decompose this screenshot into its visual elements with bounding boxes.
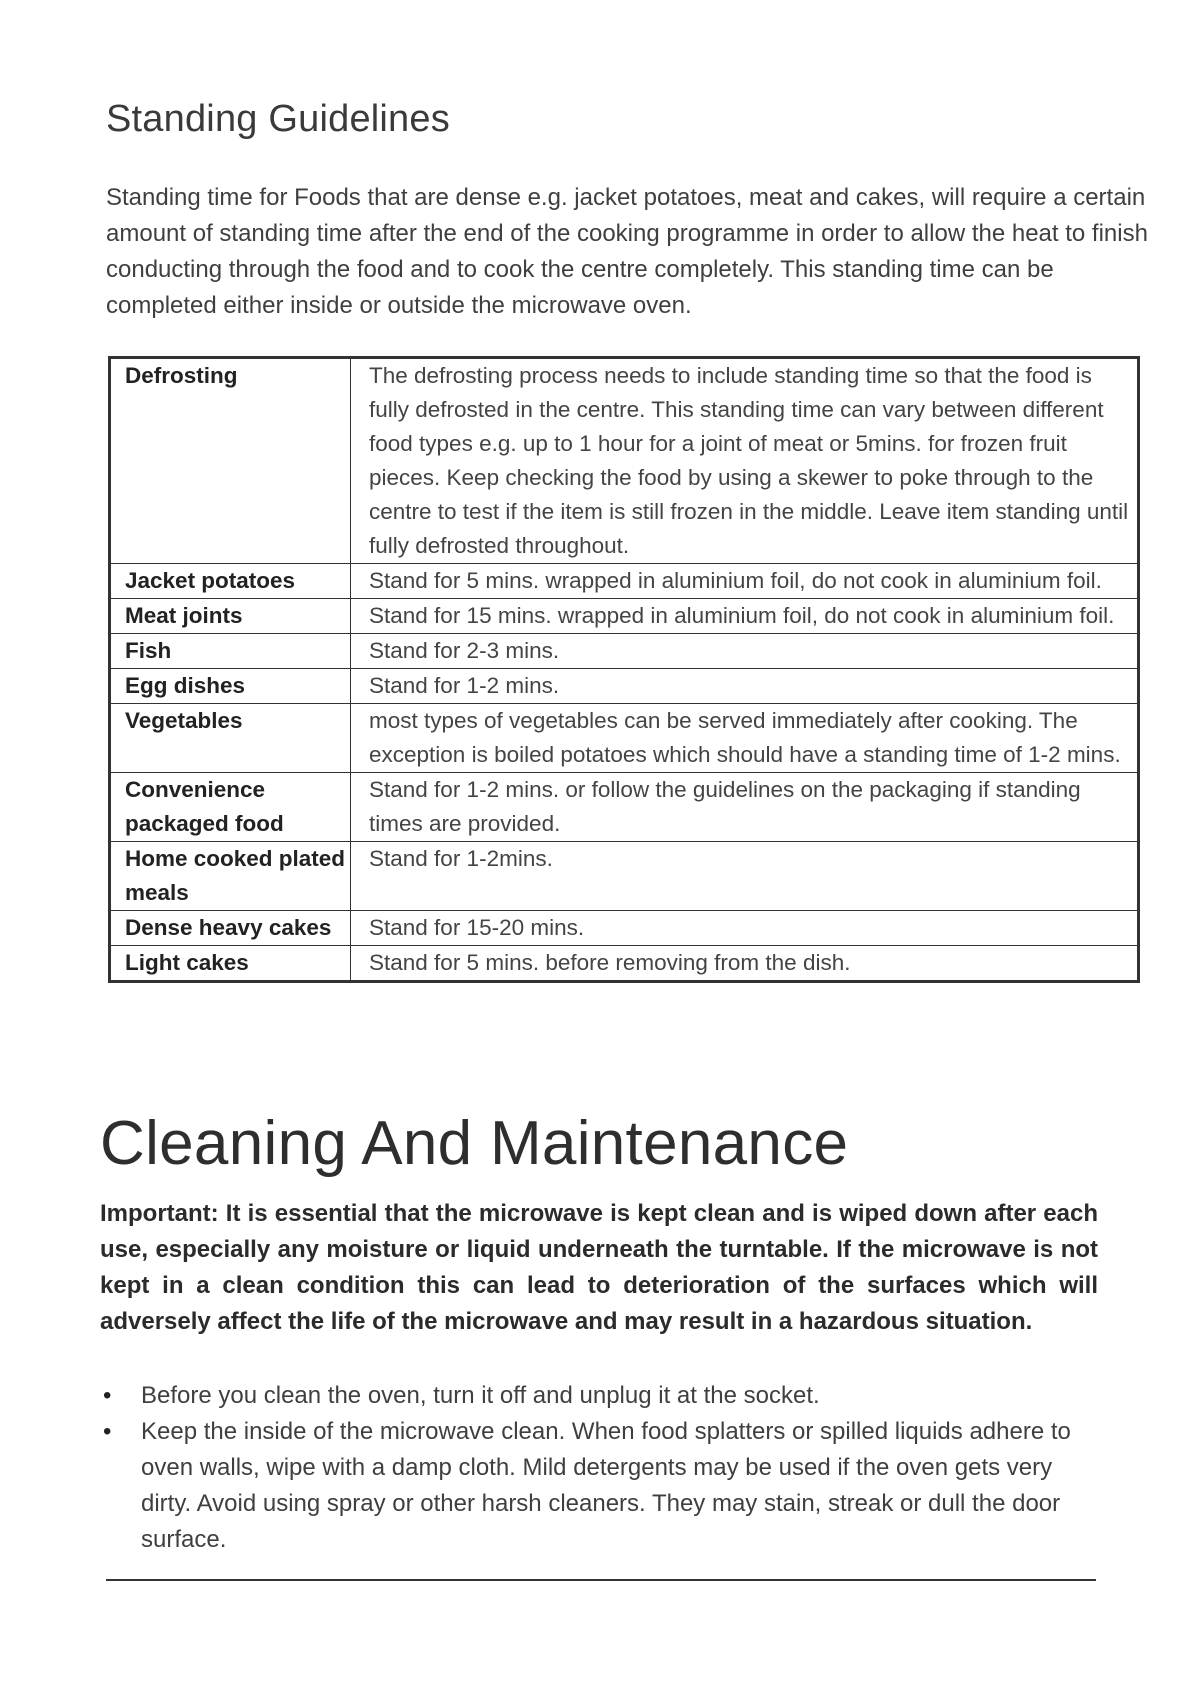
standing-instruction-cell: Stand for 15 mins. wrapped in aluminium foil, do not cook in aluminium foil.	[351, 599, 1139, 634]
standing-instruction-cell: The defrosting process needs to include standing time so that the food is fully defrosted in the centre. This standing time can vary between different food types e.g. up to 1 hour for a joint of meat or 5mins. for frozen fruit pieces. Keep checking the food by using a skewer to poke through to the centre to test if the item is still frozen in the middle. Leave item standing until fully defrosted throughout.	[351, 358, 1139, 564]
bullet-icon: •	[103, 1418, 112, 1445]
food-type-cell: Egg dishes	[110, 669, 351, 704]
table-row	[110, 911, 1139, 946]
food-type-cell: Dense heavy cakes	[110, 911, 351, 946]
table-row	[110, 704, 1139, 773]
standing-instruction-cell: Stand for 5 mins. wrapped in aluminium foil, do not cook in aluminium foil.	[351, 564, 1139, 599]
cleaning-maintenance-heading: Cleaning And Maintenance	[100, 1109, 849, 1178]
standing-instruction-cell: Stand for 15-20 mins.	[351, 911, 1139, 946]
footer-divider	[106, 1579, 1096, 1581]
standing-instruction-cell: Stand for 1-2 mins.	[351, 669, 1139, 704]
table-row	[110, 634, 1139, 669]
table-row	[110, 669, 1139, 704]
table-row	[110, 358, 1139, 564]
list-item-text: Keep the inside of the microwave clean. When food splatters or spilled liquids adhere to oven walls, wipe with a damp cloth. Mild detergents may be used if the oven gets very dirty. Avoid using spray or other harsh cleaners. They may stain, streak or dull the door surface.	[141, 1418, 1071, 1553]
bullet-icon: •	[103, 1382, 112, 1409]
standing-instruction-cell: Stand for 2-3 mins.	[351, 634, 1139, 669]
list-item-text: Before you clean the oven, turn it off and unplug it at the socket.	[141, 1382, 820, 1409]
standing-instruction-cell: Stand for 1-2mins.	[351, 842, 1139, 911]
standing-instruction-cell: Stand for 5 mins. before removing from the dish.	[351, 946, 1139, 982]
table-row	[110, 946, 1139, 982]
table-row	[110, 564, 1139, 599]
table-row	[110, 599, 1139, 634]
standing-instruction-cell: Stand for 1-2 mins. or follow the guidelines on the packaging if standing times are provided.	[351, 773, 1139, 842]
food-type-cell: Home cooked plated meals	[110, 842, 351, 911]
cleaning-instructions-list	[100, 1378, 1100, 1558]
standing-guidelines-heading: Standing Guidelines	[106, 98, 450, 140]
standing-guidelines-intro: Standing time for Foods that are dense e.g. jacket potatoes, meat and cakes, will require a certain amount of standing time after the end of the cooking programme in order to allow the heat to finish conducting through the food and to cook the centre completely. This standing time can be completed either inside or outside the microwave oven.	[106, 184, 1148, 319]
food-type-cell: Meat joints	[110, 599, 351, 634]
table-row	[110, 842, 1139, 911]
food-type-cell: Defrosting	[110, 358, 351, 564]
food-type-cell: Light cakes	[110, 946, 351, 982]
table-row	[110, 773, 1139, 842]
standing-times-table	[108, 356, 1140, 983]
list-item	[100, 1378, 1100, 1414]
food-type-cell: Convenience packaged food	[110, 773, 351, 842]
important-notice: Important: It is essential that the microwave is kept clean and is wiped down after each use, especially any moisture or liquid underneath the turntable. If the microwave is not kept in a clean condition this can lead to deterioration of the surfaces which will adversely affect the life of the microwave and may result in a hazardous situation.	[100, 1200, 1098, 1335]
standing-instruction-cell: most types of vegetables can be served immediately after cooking. The exception is boiled potatoes which should have a standing time of 1-2 mins.	[351, 704, 1139, 773]
food-type-cell: Fish	[110, 634, 351, 669]
food-type-cell: Vegetables	[110, 704, 351, 773]
food-type-cell: Jacket potatoes	[110, 564, 351, 599]
list-item	[100, 1414, 1100, 1558]
